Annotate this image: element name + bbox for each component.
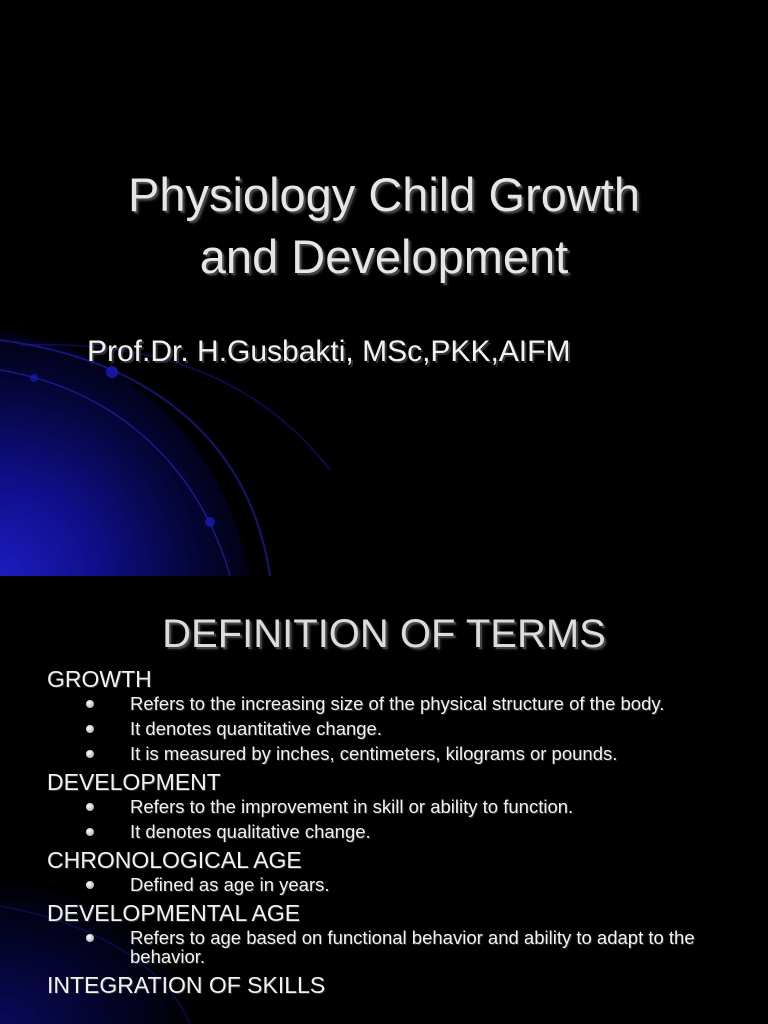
- slide-heading: DEFINITION OF TERMS: [162, 612, 606, 656]
- title-line-1: Physiology Child Growth: [128, 168, 640, 221]
- bullet-text: Refers to the improvement in skill or ability to function.: [130, 796, 574, 817]
- bullet-icon: [86, 803, 94, 811]
- term-chronological-age: CHRONOLOGICAL AGE: [47, 847, 302, 873]
- developmental-age-bullets: [47, 928, 737, 966]
- list-item: [47, 744, 737, 763]
- slide-title: [0, 164, 768, 288]
- bullet-icon: [86, 881, 94, 889]
- term-integration-of-skills: INTEGRATION OF SKILLS: [47, 972, 326, 998]
- bullet-icon: [86, 700, 94, 708]
- bullet-icon: [86, 934, 94, 942]
- bullet-text: Refers to age based on functional behavior and ability to adapt to the behavior.: [130, 927, 695, 967]
- author-name: Prof.Dr. H.Gusbakti, MSc,PKK,AIFM: [87, 335, 571, 368]
- bullet-icon: [86, 750, 94, 758]
- list-item: [47, 875, 737, 894]
- list-item: [47, 822, 737, 841]
- bullet-text: It is measured by inches, centimeters, kilograms or pounds.: [130, 743, 618, 764]
- definitions-slide: [0, 576, 768, 1024]
- term-developmental-age: DEVELOPMENTAL AGE: [47, 900, 301, 926]
- bullet-icon: [86, 828, 94, 836]
- bullet-text: Defined as age in years.: [130, 874, 330, 895]
- bullet-icon: [86, 725, 94, 733]
- term-growth: GROWTH: [47, 666, 152, 692]
- list-item: [47, 797, 737, 816]
- bullet-text: Refers to the increasing size of the physical structure of the body.: [130, 693, 665, 714]
- list-item: [47, 719, 737, 738]
- development-bullets: [47, 797, 737, 841]
- terms-list: [47, 666, 737, 998]
- bullet-text: It denotes quantitative change.: [130, 718, 382, 739]
- bullet-text: It denotes qualitative change.: [130, 821, 371, 842]
- term-development: DEVELOPMENT: [47, 769, 221, 795]
- chronological-age-bullets: [47, 875, 737, 894]
- list-item: [47, 694, 737, 713]
- title-line-2: and Development: [199, 230, 569, 283]
- list-item: [47, 928, 737, 966]
- growth-bullets: [47, 694, 737, 763]
